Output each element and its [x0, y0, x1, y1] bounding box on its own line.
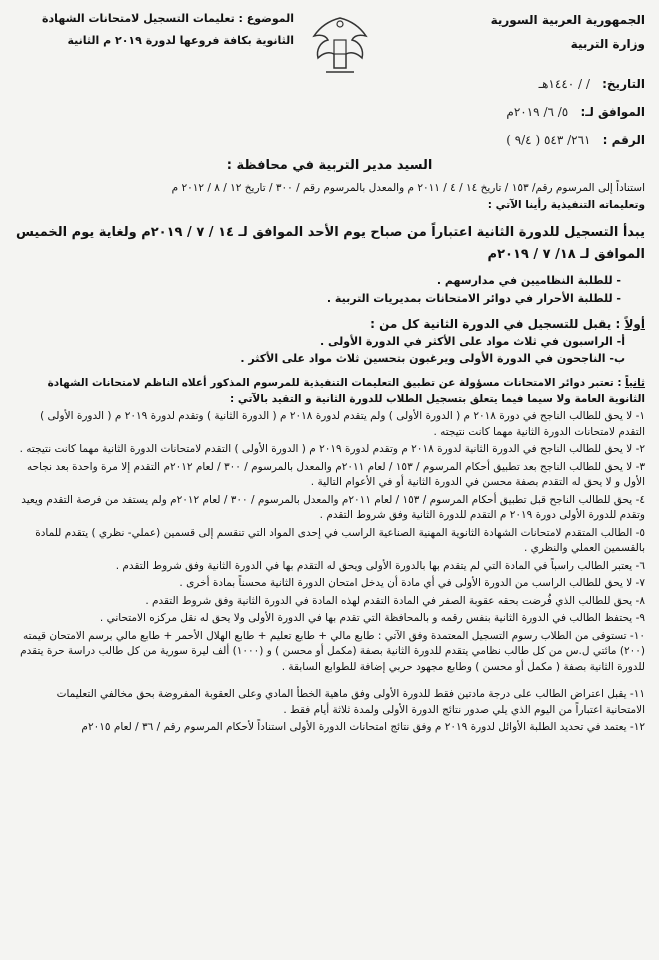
number-value: ٢٦١/ ٥٤٣ ( ٩/٤ ): [506, 133, 591, 147]
section-second-text: : تعتبر دوائر الامتحانات مسؤولة عن تطبيق التعليمات التنفيذية للمرسوم المذكور أعلاه الناظم لامتحانات الشهادة الثانوية العامة ولا سيما فيما يتعلق بتسجيل الطلاب للدورة الثانية و التقيد بالآتي :: [47, 377, 645, 405]
subject-line-1: الموضوع : تعليمات التسجيل لامتحانات الشهادة: [42, 12, 294, 25]
section-first-label: أولاً: [624, 317, 645, 331]
date-value: / / ١٤٤٠هـ: [538, 77, 590, 91]
rule-item: ٨- يحق للطالب الذي فُرضت بحقه عقوبة الصفر في المادة التقدم لهذه المادة في الدورة الثانية وفق شروط التقدم .: [145, 594, 645, 607]
eligible-list: [14, 333, 645, 367]
target-students-list: [14, 272, 645, 308]
list-item: ب- الناجحون في الدورة الأولى ويرغبون بتحسين ثلاث مواد على الأكثر .: [240, 352, 625, 365]
date-label: التاريخ:: [602, 77, 645, 91]
corresponding-label: الموافق لـ:: [580, 105, 645, 119]
rule-item: ٥- الطالب المتقدم لامتحانات الشهادة الثانوية المهنية الصناعية الراسب في إحدى المواد التي تنقسم إلى قسمين (عملي- نظري ) يتقدم للمادة بالقسمين العملي والنظري .: [35, 526, 645, 554]
registration-period: يبدأ التسجيل للدورة الثانية اعتباراً من صباح يوم الأحد الموافق لـ ١٤ / ٧ / ٢٠١٩م ولغاية يوم الخميس الموافق لـ ١٨/ ٧ / ٢٠١٩م: [16, 225, 645, 262]
issuer-block: [470, 8, 645, 56]
document-body: [14, 180, 645, 736]
list-item: - للطلبة النظاميين في مدارسهم .: [436, 274, 621, 287]
rule-item: ٧- لا يحق للطالب الراسب من الدورة الأولى في أي مادة أن يدخل امتحان الدورة الثانية محسناً بمادة أخرى .: [179, 577, 645, 589]
rule-item: ٩- يحتفظ الطالب في الدورة الثانية بنفس رقمه و بالمحافظة التي تقدم بها في الدورة الأولى ولا يحق له نقل مركزه الامتحاني .: [99, 612, 645, 624]
corresponding-value: ٥/ ٦/ ٢٠١٩م: [506, 105, 569, 119]
rule-item: ٦- يعتبر الطالب راسباً في المادة التي لم يتقدم بها بالدورة الأولى ويحق له التقدم بها في الدورة الثانية وفق شروط التقدم .: [115, 559, 645, 572]
number-row: [385, 126, 645, 154]
rule-item: ١٠- تستوفى من الطلاب رسوم التسجيل المعتمدة وفق الآتي : طابع مالي + طابع تعليم + طابع الهلال الأحمر + طابع مالي برسم الامتحان قيمته (٢٠٠) مائتي ل.س من كل طالب نظامي يتقدم للدورة الثانية بصفة (مكمل أو محسن ) و (١٠٠٠) ألف ليرة سورية من كل طالب دراسة حرة يتقدم للدورة الثانية بصفة ( مكمل أو محسن ) وطابع مجهود حربي إضافة للطوابع السابقة .: [20, 629, 645, 673]
country-name: الجمهورية العربية السورية: [490, 13, 645, 27]
subject-line-2: الثانوية بكافة فروعها لدورة ٢٠١٩ م الثانية: [67, 34, 294, 47]
rule-item: ٢- لا يحق للطالب الناجح في الدورة الثانية لدورة ٢٠١٨ م وتقدم لدورة ٢٠١٩ م ( الدورة الأولى ) التقدم لامتحانات الدورة الثانية مهما كانت نتيجته .: [19, 443, 645, 455]
rule-item: ١٢- يعتمد في تحديد الطلبة الأوائل لدورة ٢٠١٩ م وفق نتائج امتحانات الدورة الأولى استناداً لأحكام المرسوم رقم / ٣٦ / لعام ٢٠١٥م: [81, 721, 645, 733]
subject-block: [14, 8, 294, 52]
rule-item: ٤- يحق للطالب الناجح قبل تطبيق أحكام المرسوم / ١٥٣ / لعام ٢٠١١م والمعدل بالمرسوم / ٣٠٠ / لعام ٢٠١٢م ولم يستفد من فرصة التقدم ويعيد وتقدم للدورة الأولى دورة ٢٠١٩ م التقدم للدورة الثانية وفق شروط التقدم .: [21, 493, 645, 521]
section-second-label: ثانياً: [624, 377, 645, 389]
section-first-title: [14, 316, 645, 333]
list-item: - للطلبة الأحرار في دوائر الامتحانات بمديريات التربية .: [326, 292, 621, 305]
eagle-emblem-icon: [310, 10, 370, 80]
intro-line-1: استناداً إلى المرسوم رقم/ ١٥٣ / تاريخ ١٤ / ٤ / ٢٠١١ م والمعدل بالمرسوم رقم / ٣٠٠ / تاريخ ١٢ / ٨ / ٢٠١٢ م: [171, 182, 645, 194]
section-second: [14, 375, 645, 407]
ministry-name: وزارة التربية: [570, 37, 645, 51]
number-label: الرقم :: [602, 133, 645, 147]
rule-item: ٣- لا يحق للطالب الناجح بعد تطبيق أحكام المرسوم / ١٥٣ / لعام ٢٠١١م والمعدل بالمرسوم / ٣٠٠ / لعام ٢٠١٢م التقدم إلا مرة واحدة بعد نجاحه الأول و لا يحق له التقدم بصفة محسن في الدورة الثانية أو في الأعوام التالية .: [26, 460, 645, 488]
corresponding-row: [385, 98, 645, 126]
intro-line-2: وتعليماته التنفيذية رأينا الآتي :: [487, 199, 645, 211]
rules-list: [14, 409, 645, 736]
rule-item: ١١- يقبل اعتراض الطالب على درجة مادتين فقط للدورة الأولى وفق ماهية الخطأ المادي وعلى العقوبة المفروضة بحق مخالفي التعليمات الامتحانية اعتباراً من اليوم الذي يلي صدور نتائج الدورة الأولى ولمدة ثلاثة أيام فقط .: [56, 688, 645, 716]
date-row: [385, 70, 645, 98]
list-item: أ- الراسبون في ثلاث مواد على الأكثر في الدورة الأولى .: [319, 335, 625, 348]
salutation: السيد مدير التربية في محافظة :: [226, 158, 433, 173]
spacer: [14, 675, 645, 685]
rule-item: ١- لا يحق للطالب الناجح في دورة ٢٠١٨ م ( الدورة الأولى ) ولم يتقدم لدورة ٢٠١٨ م ( الدورة الثانية ) وتقدم لدورة ٢٠١٩ م ( الدورة الأولى ) التقدم لامتحانات الدورة الثانية مهما كانت نتيجته .: [40, 410, 645, 438]
section-first-heading: : يقبل للتسجيل في الدورة الثانية كل من :: [370, 317, 621, 331]
document-meta: [385, 70, 645, 154]
